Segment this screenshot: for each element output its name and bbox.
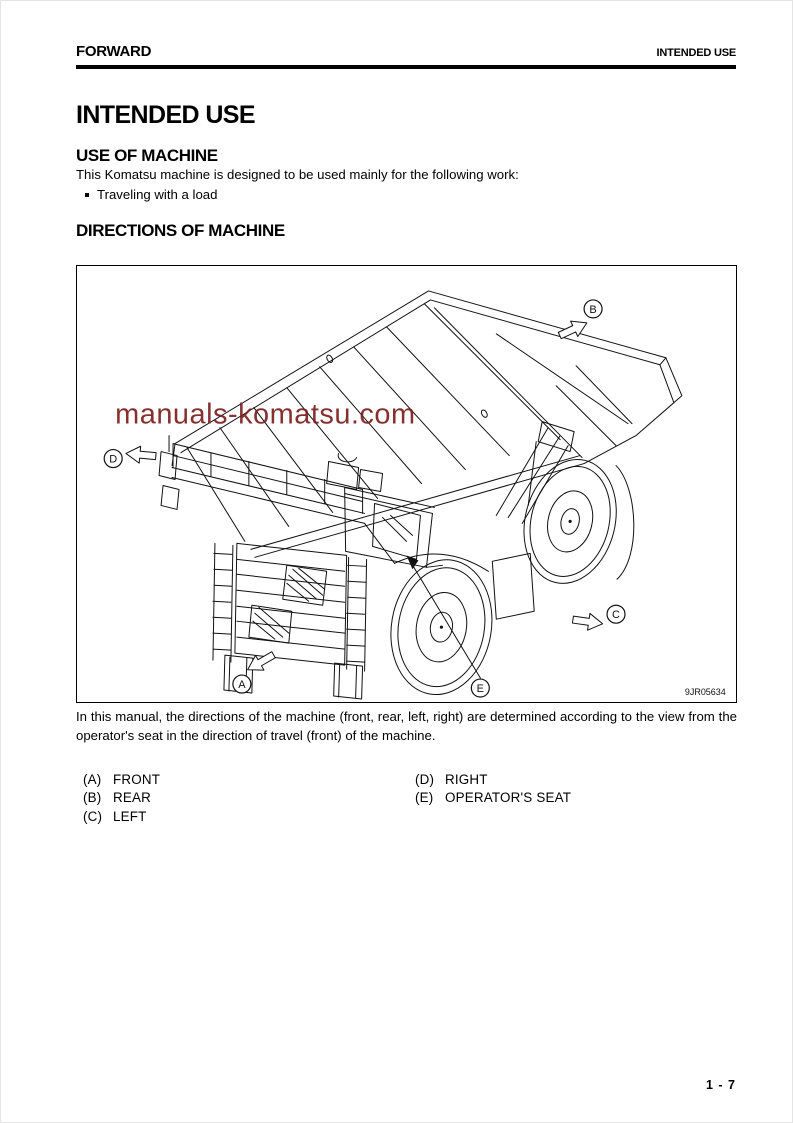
legend-label: LEFT <box>113 808 147 824</box>
arrow-left <box>572 611 604 632</box>
arrow-right <box>125 445 156 465</box>
page-title: INTENDED USE <box>76 101 255 129</box>
legend-label: FRONT <box>113 771 161 787</box>
legend-item-right <box>415 770 571 789</box>
legend-key: (D) <box>415 771 435 787</box>
callout-B <box>584 300 602 318</box>
svg-text:B: B <box>589 303 597 316</box>
running-header-right: INTENDED USE <box>656 47 736 59</box>
svg-text:C: C <box>612 609 620 622</box>
legend-column-right <box>415 770 571 807</box>
svg-text:E: E <box>476 683 484 696</box>
callout-D <box>104 450 122 468</box>
section-heading-use-of-machine: USE OF MACHINE <box>76 146 218 165</box>
legend-label: OPERATOR'S SEAT <box>445 790 572 806</box>
legend-key: (E) <box>415 790 434 806</box>
watermark-text: manuals-komatsu.com <box>115 398 416 431</box>
legend-label: RIGHT <box>445 771 488 787</box>
running-header-left: FORWARD <box>76 43 152 60</box>
machine-directions-figure <box>76 265 737 703</box>
bullet-text: Traveling with a load <box>97 187 218 202</box>
dump-truck-line-drawing <box>77 266 736 702</box>
legend-item-operators-seat <box>415 789 571 808</box>
callout-C <box>607 605 625 623</box>
use-of-machine-intro: This Komatsu machine is designed to be used mainly for the following work: <box>76 167 519 182</box>
legend-key: (A) <box>83 771 102 787</box>
bullet-item <box>85 187 217 202</box>
legend-key: (B) <box>83 790 102 806</box>
directions-caption: In this manual, the directions of the machine (front, rear, left, right) are determined according to the view from the operator's seat in the direction of travel (front) of the machine. <box>76 709 737 743</box>
legend-label: REAR <box>113 790 152 806</box>
legend-key: (C) <box>83 808 103 824</box>
arrow-front <box>243 647 277 677</box>
legend-item-left <box>83 807 160 826</box>
legend-column-left <box>83 770 160 826</box>
legend-item-rear <box>83 789 160 808</box>
figure-code: 9JR05634 <box>684 687 726 698</box>
page-number: 1 - 7 <box>705 1078 736 1092</box>
legend-item-front <box>83 770 160 789</box>
section-heading-directions: DIRECTIONS OF MACHINE <box>76 221 285 240</box>
svg-text:A: A <box>238 679 246 692</box>
callout-E <box>471 679 489 697</box>
svg-text:D: D <box>109 453 118 466</box>
callout-A <box>233 675 251 693</box>
header-rule <box>76 65 736 69</box>
bullet-icon <box>85 193 89 197</box>
arrow-rear <box>556 315 590 343</box>
operator-seat-leader-line <box>408 558 480 678</box>
